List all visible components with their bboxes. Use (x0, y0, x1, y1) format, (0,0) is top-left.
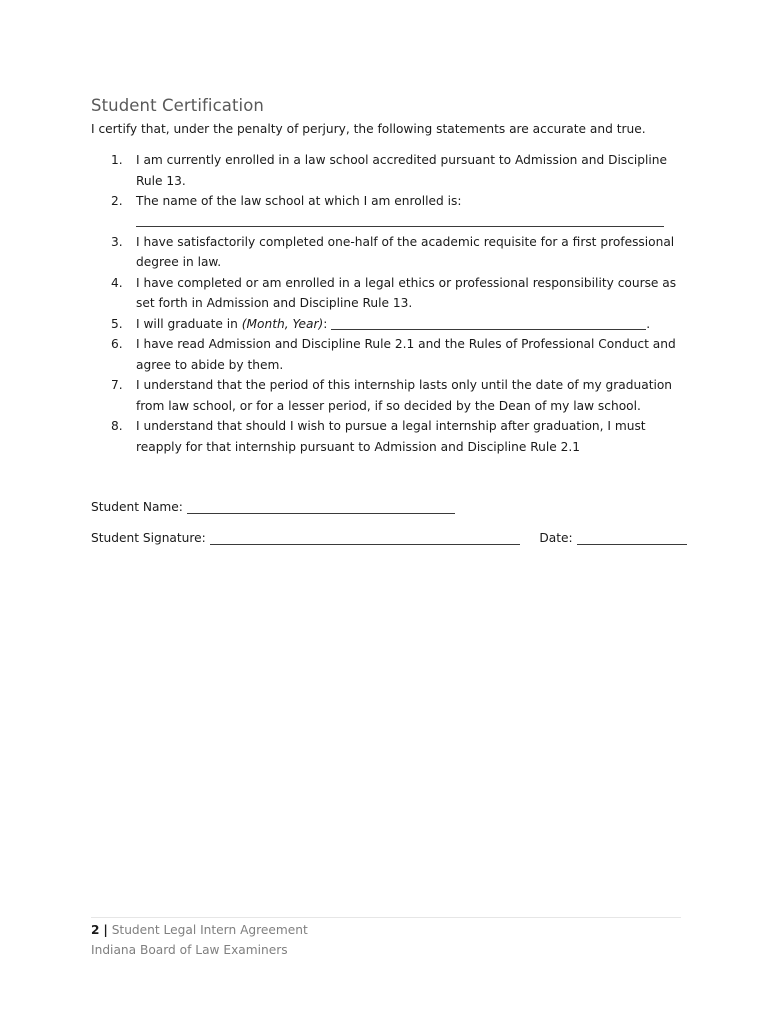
list-number: 1. (111, 153, 123, 167)
list-item-text-end: . (646, 316, 651, 331)
student-name-row (91, 500, 455, 514)
footer-title-line (91, 923, 308, 937)
footer-organization: Indiana Board of Law Examiners (91, 943, 288, 957)
date-label: Date: (539, 531, 573, 545)
footer-separator: | (103, 923, 108, 937)
student-signature-label: Student Signature: (91, 531, 206, 545)
list-item-text-italic: (Month, Year) (241, 316, 324, 331)
student-signature-row (91, 531, 687, 545)
list-number: 4. (111, 275, 123, 290)
list-item-text-after: : (323, 316, 332, 331)
list-number: 2. (111, 194, 123, 208)
intro-statement: I certify that, under the penalty of perjury, the following statements are accurate and true. (91, 122, 646, 136)
list-item (91, 273, 691, 314)
list-item (91, 314, 691, 335)
list-number: 3. (111, 234, 123, 249)
student-signature-field[interactable] (210, 532, 520, 545)
footer-divider (91, 917, 681, 918)
list-number: 6. (111, 337, 123, 351)
page-number: 2 (91, 923, 100, 937)
list-item-text: I have read Admission and Discipline Rule 2.1 and the Rules of Professional Conduct and agree to abide by them. (136, 337, 676, 372)
list-number: 7. (111, 378, 123, 392)
list-item-text: I understand that should I wish to pursue a legal internship after graduation, I must reapply for that internship pursuant to Admission and Discipline Rule 2.1 (136, 419, 646, 454)
list-item-text: The name of the law school at which I am enrolled is: (136, 194, 462, 208)
certification-list (91, 150, 691, 457)
law-school-name-field[interactable] (136, 212, 664, 227)
list-item (91, 232, 691, 273)
student-name-label: Student Name: (91, 500, 183, 514)
date-field[interactable] (577, 532, 687, 545)
list-item (91, 416, 691, 457)
graduation-date-field[interactable] (331, 317, 646, 330)
footer-doc-title: Student Legal Intern Agreement (111, 923, 308, 937)
list-number: 8. (111, 419, 123, 433)
list-item-text: I have completed or am enrolled in a legal ethics or professional responsibility course as set forth in Admission and Discipline Rule 13. (136, 275, 677, 310)
list-item (91, 191, 691, 227)
list-item-text: I am currently enrolled in a law school accredited pursuant to Admission and Discipline Rule 13. (136, 153, 668, 188)
list-item (91, 375, 691, 416)
section-heading: Student Certification (91, 96, 264, 115)
list-item-text-before: I will graduate in (136, 316, 242, 331)
list-number: 5. (111, 316, 123, 331)
list-item-text: I understand that the period of this internship lasts only until the date of my graduation from law school, or for a lesser period, if so decided by the Dean of my law school. (136, 378, 673, 413)
list-item-text: I have satisfactorily completed one-half of the academic requisite for a first professional degree in law. (136, 234, 675, 269)
student-name-field[interactable] (187, 501, 455, 514)
list-item (91, 334, 691, 375)
list-item (91, 150, 691, 191)
